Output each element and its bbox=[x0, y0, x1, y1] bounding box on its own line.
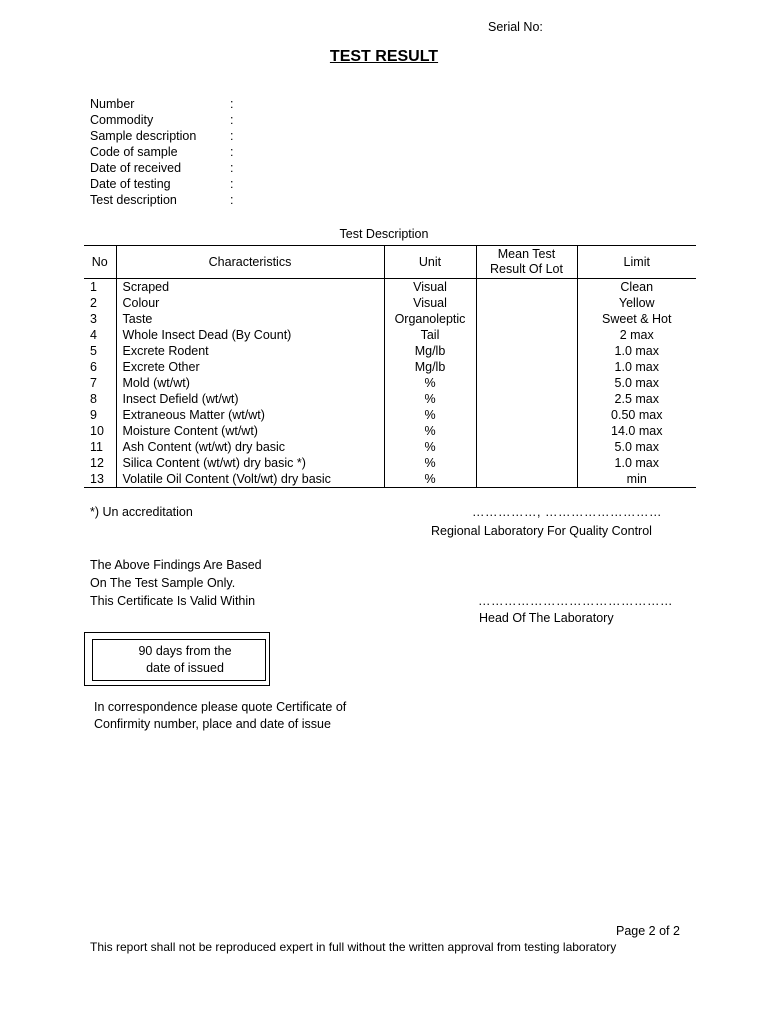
cell-characteristic: Taste bbox=[116, 311, 384, 327]
head-of-laboratory-label: Head Of The Laboratory bbox=[479, 611, 614, 625]
cell-unit: % bbox=[384, 375, 476, 391]
cell-no: 5 bbox=[90, 344, 97, 358]
table-row bbox=[84, 359, 696, 375]
field-separator: : bbox=[230, 161, 234, 175]
validity-text bbox=[92, 643, 278, 677]
field-label: Date of received bbox=[90, 161, 182, 175]
cell-mean-result bbox=[476, 343, 577, 359]
cell-no: 11 bbox=[90, 440, 103, 454]
cell-mean-result bbox=[476, 311, 577, 327]
table-row bbox=[84, 327, 696, 343]
table-row bbox=[84, 407, 696, 423]
header-characteristics: Characteristics bbox=[116, 246, 384, 279]
cell-characteristic: Extraneous Matter (wt/wt) bbox=[116, 407, 384, 423]
correspondence-line: In correspondence please quote Certificate of bbox=[94, 700, 347, 714]
accreditation-note: *) Un accreditation bbox=[90, 505, 193, 519]
cell-mean-result bbox=[476, 391, 577, 407]
field-label: Code of sample bbox=[90, 145, 178, 159]
cell-unit: Tail bbox=[384, 327, 476, 343]
cell-limit: 14.0 max bbox=[577, 423, 696, 439]
cell-unit: Organoleptic bbox=[384, 311, 476, 327]
table-row bbox=[84, 295, 696, 311]
cell-unit: % bbox=[384, 439, 476, 455]
table-caption: Test Description bbox=[339, 227, 429, 241]
cell-unit: % bbox=[384, 423, 476, 439]
cell-no: 6 bbox=[90, 360, 97, 374]
cell-characteristic: Excrete Rodent bbox=[116, 343, 384, 359]
cell-mean-result bbox=[476, 295, 577, 311]
cell-limit: 1.0 max bbox=[577, 359, 696, 375]
cell-mean-result bbox=[476, 375, 577, 391]
cell-unit: % bbox=[384, 407, 476, 423]
cell-unit: Visual bbox=[384, 279, 476, 296]
cell-limit: 5.0 max bbox=[577, 439, 696, 455]
validity-line: 90 days from the bbox=[138, 644, 232, 658]
cell-mean-result bbox=[476, 407, 577, 423]
cell-mean-result bbox=[476, 359, 577, 375]
header-no: No bbox=[84, 246, 116, 279]
cell-mean-result bbox=[476, 279, 577, 296]
table-row bbox=[84, 423, 696, 439]
field-code-of-sample bbox=[90, 144, 233, 160]
header-mean-test bbox=[476, 246, 577, 279]
test-results-table bbox=[84, 245, 696, 488]
cell-no: 9 bbox=[90, 408, 97, 422]
field-label: Number bbox=[90, 97, 135, 111]
cell-limit: 1.0 max bbox=[577, 455, 696, 471]
cell-characteristic: Ash Content (wt/wt) dry basic bbox=[116, 439, 384, 455]
cell-characteristic: Colour bbox=[116, 295, 384, 311]
cell-unit: % bbox=[384, 455, 476, 471]
cell-unit: Visual bbox=[384, 295, 476, 311]
cell-limit: 2.5 max bbox=[577, 391, 696, 407]
cell-no: 2 bbox=[90, 296, 97, 310]
findings-line: This Certificate Is Valid Within bbox=[90, 594, 256, 608]
field-label: Commodity bbox=[90, 113, 154, 127]
field-separator: : bbox=[230, 145, 234, 159]
footer-disclaimer: This report shall not be reproduced expert in full without the written approval from testing laboratory bbox=[90, 940, 617, 954]
table-row bbox=[84, 311, 696, 327]
field-date-testing bbox=[90, 176, 233, 192]
header-mean-line1: Mean Test bbox=[497, 247, 556, 261]
page-title: TEST RESULT bbox=[329, 48, 439, 65]
cell-mean-result bbox=[476, 455, 577, 471]
field-label: Date of testing bbox=[90, 177, 171, 191]
field-separator: : bbox=[230, 113, 234, 127]
cell-no: 1 bbox=[90, 280, 97, 294]
cell-unit: Mg/lb bbox=[384, 359, 476, 375]
field-date-received bbox=[90, 160, 233, 176]
laboratory-name: Regional Laboratory For Quality Control bbox=[431, 524, 652, 538]
correspondence-note bbox=[94, 699, 346, 733]
findings-statement bbox=[90, 556, 262, 610]
cell-limit: 2 max bbox=[577, 327, 696, 343]
table-row bbox=[84, 279, 696, 296]
field-sample-description bbox=[90, 128, 233, 144]
cell-mean-result bbox=[476, 471, 577, 488]
cell-limit: Yellow bbox=[577, 295, 696, 311]
page-number: Page 2 of 2 bbox=[616, 924, 680, 938]
table-row bbox=[84, 471, 696, 488]
cell-limit: Sweet & Hot bbox=[577, 311, 696, 327]
cell-no: 4 bbox=[90, 328, 97, 342]
cell-mean-result bbox=[476, 439, 577, 455]
sample-info-fields bbox=[90, 96, 233, 208]
cell-no: 3 bbox=[90, 312, 97, 326]
cell-characteristic: Volatile Oil Content (Volt/wt) dry basic bbox=[116, 471, 384, 488]
cell-limit: 0.50 max bbox=[577, 407, 696, 423]
findings-line: On The Test Sample Only. bbox=[90, 576, 236, 590]
header-unit: Unit bbox=[384, 246, 476, 279]
signature-line: ……………………………………… bbox=[478, 594, 673, 608]
cell-characteristic: Moisture Content (wt/wt) bbox=[116, 423, 384, 439]
field-label: Sample description bbox=[90, 129, 197, 143]
field-separator: : bbox=[230, 177, 234, 191]
field-commodity bbox=[90, 112, 233, 128]
cell-unit: % bbox=[384, 471, 476, 488]
findings-line: The Above Findings Are Based bbox=[90, 558, 262, 572]
cell-no: 12 bbox=[90, 456, 104, 470]
header-limit: Limit bbox=[577, 246, 696, 279]
cell-characteristic: Mold (wt/wt) bbox=[116, 375, 384, 391]
table-header-row bbox=[84, 246, 696, 279]
field-label: Test description bbox=[90, 193, 177, 207]
table-row bbox=[84, 391, 696, 407]
field-separator: : bbox=[230, 97, 234, 111]
cell-unit: Mg/lb bbox=[384, 343, 476, 359]
validity-line: date of issued bbox=[146, 661, 224, 675]
place-date-line: ……………, ……………………… bbox=[472, 505, 662, 519]
cell-limit: Clean bbox=[577, 279, 696, 296]
cell-limit: 1.0 max bbox=[577, 343, 696, 359]
cell-unit: % bbox=[384, 391, 476, 407]
field-separator: : bbox=[230, 129, 234, 143]
field-number bbox=[90, 96, 233, 112]
cell-mean-result bbox=[476, 423, 577, 439]
cell-limit: min bbox=[577, 471, 696, 488]
table-row bbox=[84, 343, 696, 359]
cell-characteristic: Whole Insect Dead (By Count) bbox=[116, 327, 384, 343]
cell-characteristic: Scraped bbox=[116, 279, 384, 296]
header-mean-line2: Result Of Lot bbox=[490, 262, 563, 276]
cell-mean-result bbox=[476, 327, 577, 343]
cell-characteristic: Excrete Other bbox=[116, 359, 384, 375]
cell-characteristic: Silica Content (wt/wt) dry basic *) bbox=[116, 455, 384, 471]
field-test-description bbox=[90, 192, 233, 208]
cell-characteristic: Insect Defield (wt/wt) bbox=[116, 391, 384, 407]
serial-number-label: Serial No: bbox=[488, 20, 543, 34]
cell-no: 13 bbox=[84, 471, 116, 488]
cell-no: 8 bbox=[90, 392, 97, 406]
cell-no: 7 bbox=[90, 376, 97, 390]
table-row bbox=[84, 455, 696, 471]
table-row bbox=[84, 439, 696, 455]
cell-no: 10 bbox=[90, 424, 104, 438]
field-separator: : bbox=[230, 193, 234, 207]
table-row bbox=[84, 375, 696, 391]
correspondence-line: Confirmity number, place and date of issue bbox=[94, 717, 331, 731]
cell-limit: 5.0 max bbox=[577, 375, 696, 391]
